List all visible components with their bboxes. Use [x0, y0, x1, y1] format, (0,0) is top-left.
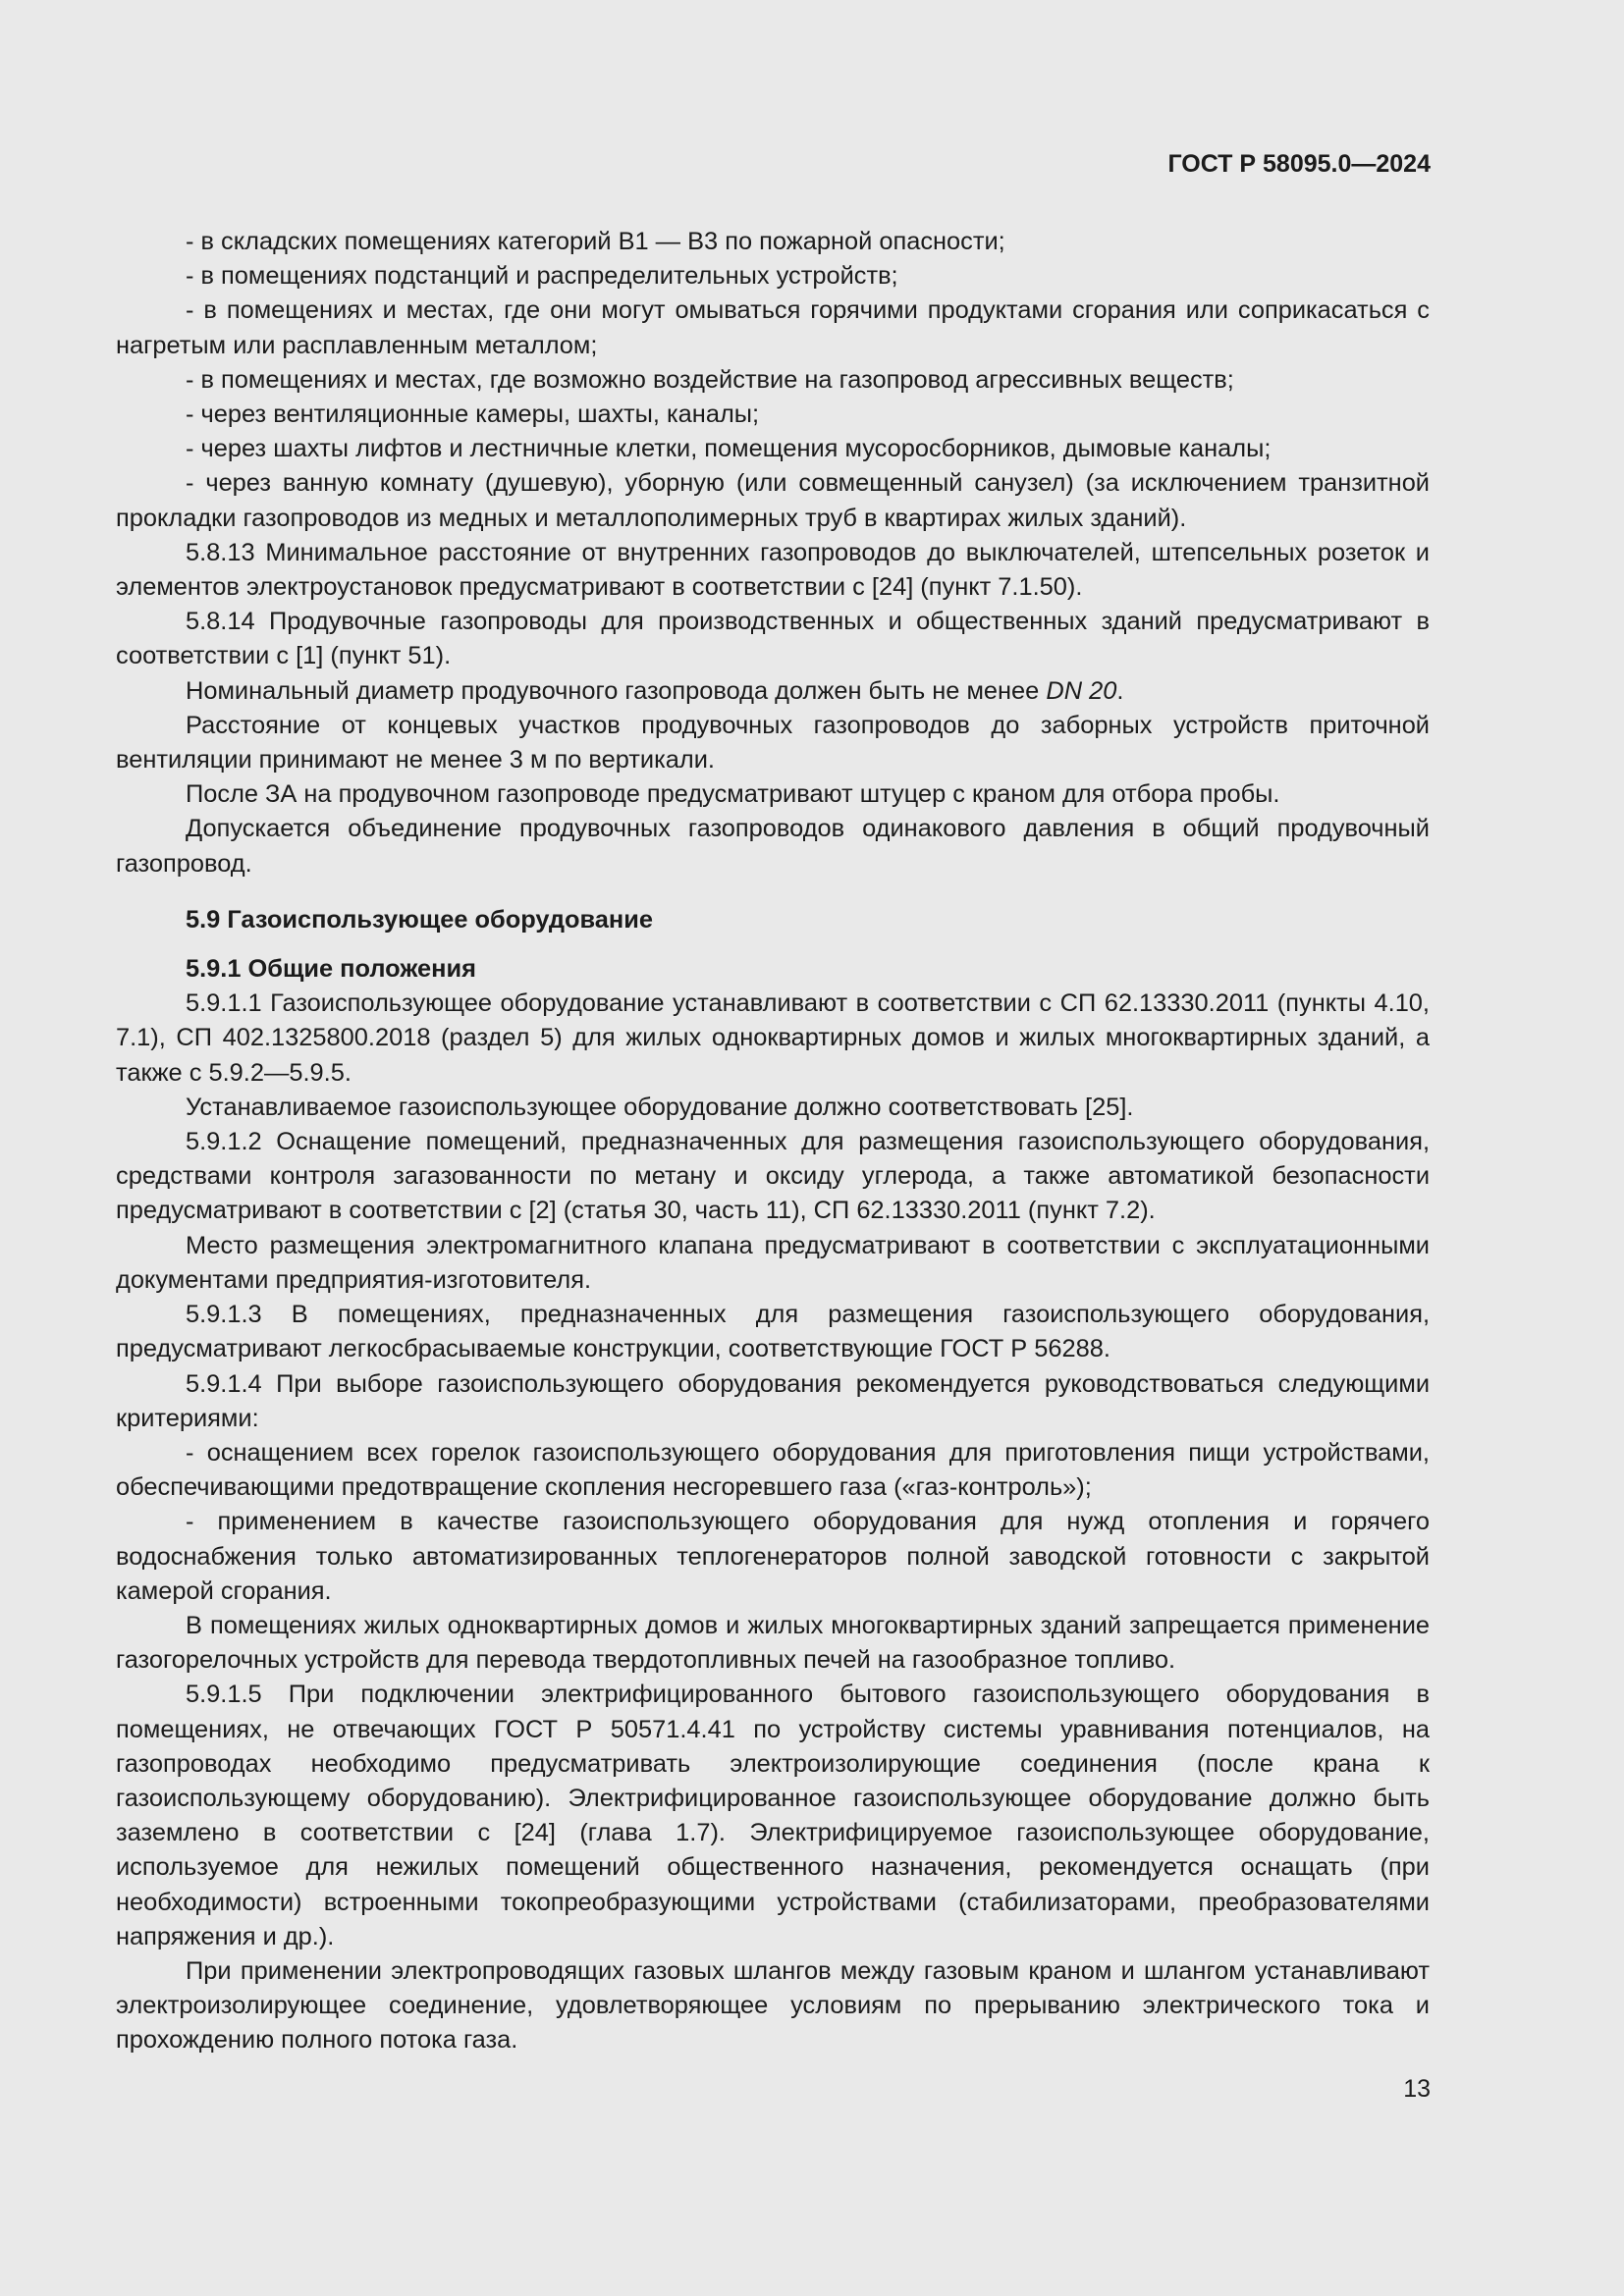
list-item: - через вентиляционные камеры, шахты, каналы; — [186, 400, 760, 429]
paragraph: Допускается объединение продувочных газопроводов одинакового давления в общий продувочный газопровод. — [116, 815, 1430, 878]
subsection-heading-5-9-1: 5.9.1 Общие положения — [186, 955, 476, 984]
list-item: - в помещениях и местах, где они могут омываться горячими продуктами сгорания или соприкасаться с нагретым или расплавленным металлом; — [116, 296, 1430, 359]
clause-5-8-14: 5.8.14 Продувочные газопроводы для производственных и общественных зданий предусматривают в соответствии с [1] (пункт 51). — [116, 608, 1430, 670]
list-item: - в помещениях подстанций и распределительных устройств; — [186, 262, 898, 291]
list-item: - оснащением всех горелок газоиспользующего оборудования для приготовления пищи устройствами, обеспечивающими предотвращение скопления несгоревшего газа («газ-контроль»); — [116, 1438, 1430, 1502]
clause-5-9-1-2: 5.9.1.2 Оснащение помещений, предназначенных для размещения газоиспользующего оборудования, средствами контроля загазованности по метану и оксиду углерода, а также автоматикой безопасности предусматривают в соответствии с [2] (статья 30, часть 11), СП 62.13330.2011 (пункт 7.2). — [116, 1128, 1430, 1225]
paragraph: После ЗА на продувочном газопроводе предусматривают штуцер с краном для отбора пробы. — [186, 780, 1280, 809]
list-item: - в помещениях и местах, где возможно воздействие на газопровод агрессивных веществ; — [186, 365, 1234, 394]
section-heading-5-9: 5.9 Газоиспользующее оборудование — [186, 905, 653, 934]
paragraph-text: Номинальный диаметр продувочного газопровода должен быть не менее — [186, 676, 1047, 705]
paragraph: Устанавливаемое газоиспользующее оборудование должно соответствовать [25]. — [186, 1093, 1134, 1121]
list-item: - через ванную комнату (душевую), уборную (или совмещенный санузел) (за исключением транзитной прокладки газопроводов из медных и металлополимерных труб в квартирах жилых зданий). — [116, 469, 1430, 532]
paragraph-nominal-diameter — [116, 674, 1430, 709]
clause-5-8-13: 5.8.13 Минимальное расстояние от внутренних газопроводов до выключателей, штепсельных розеток и элементов электроустановок предусматривают в соответствии с [24] (пункт 7.1.50). — [116, 538, 1430, 602]
dn-value: DN 20 — [1046, 676, 1117, 705]
list-item: - применением в качестве газоиспользующего оборудования для нужд отопления и горячего водоснабжения только автоматизированных теплогенераторов полной заводской готовности с закрытой камерой сгорания. — [116, 1508, 1430, 1605]
paragraph: Место размещения электромагнитного клапана предусматривают в соответствии с эксплуатационными документами предприятия-изготовителя. — [116, 1231, 1430, 1294]
clause-5-9-1-5: 5.9.1.5 При подключении электрифицированного бытового газоиспользующего оборудования в помещениях, не отвечающих ГОСТ Р 50571.4.41 по устройству системы уравнивания потенциалов, на газопроводах необходимо предусматривать электроизолирующие соединения (после крана к газоиспользующему оборудованию). Электрифицированное газоиспользующее оборудование должно быть заземлено в соответствии с [24] (глава 1.7). Электрифицируемое газоиспользующее оборудование, используемое для нежилых помещений общественного назначения, рекомендуется оснащать (при необходимости) встроенными токопреобразующими устройствами (стабилизаторами, преобразователями напряжения и др.). — [116, 1681, 1430, 1950]
document-id-header: ГОСТ Р 58095.0—2024 — [1167, 150, 1431, 178]
clause-5-9-1-3: 5.9.1.3 В помещениях, предназначенных для размещения газоиспользующего оборудования, предусматривают легкосбрасываемые конструкции, соответствующие ГОСТ Р 56288. — [116, 1301, 1430, 1363]
clause-5-9-1-4: 5.9.1.4 При выборе газоиспользующего оборудования рекомендуется руководствоваться следующими критериями: — [116, 1369, 1430, 1432]
list-item: - через шахты лифтов и лестничные клетки, помещения мусоросборников, дымовые каналы; — [186, 435, 1272, 463]
page-number: 13 — [1403, 2075, 1431, 2103]
paragraph-end: . — [1116, 676, 1124, 705]
list-item: - в складских помещениях категорий В1 — В3 по пожарной опасности; — [186, 228, 1005, 255]
paragraph: В помещениях жилых одноквартирных домов и жилых многоквартирных зданий запрещается применение газогорелочных устройств для перевода твердотопливных печей на газообразное топливо. — [116, 1611, 1430, 1675]
paragraph: При применении электропроводящих газовых шлангов между газовым краном и шлангом устанавливают электроизолирующее соединение, удовлетворяющее условиям по прерыванию электрического тока и прохождению полного потока газа. — [116, 1956, 1430, 2055]
clause-5-9-1-1: 5.9.1.1 Газоиспользующее оборудование устанавливают в соответствии с СП 62.13330.2011 (пункты 4.10, 7.1), СП 402.1325800.2018 (раздел 5) для жилых одноквартирных домов и жилых многоквартирных зданий, а также с 5.9.2—5.9.5. — [116, 989, 1430, 1087]
document-body — [116, 225, 1430, 2058]
paragraph: Расстояние от концевых участков продувочных газопроводов до заборных устройств приточной вентиляции принимают не менее 3 м по вертикали. — [116, 711, 1430, 774]
